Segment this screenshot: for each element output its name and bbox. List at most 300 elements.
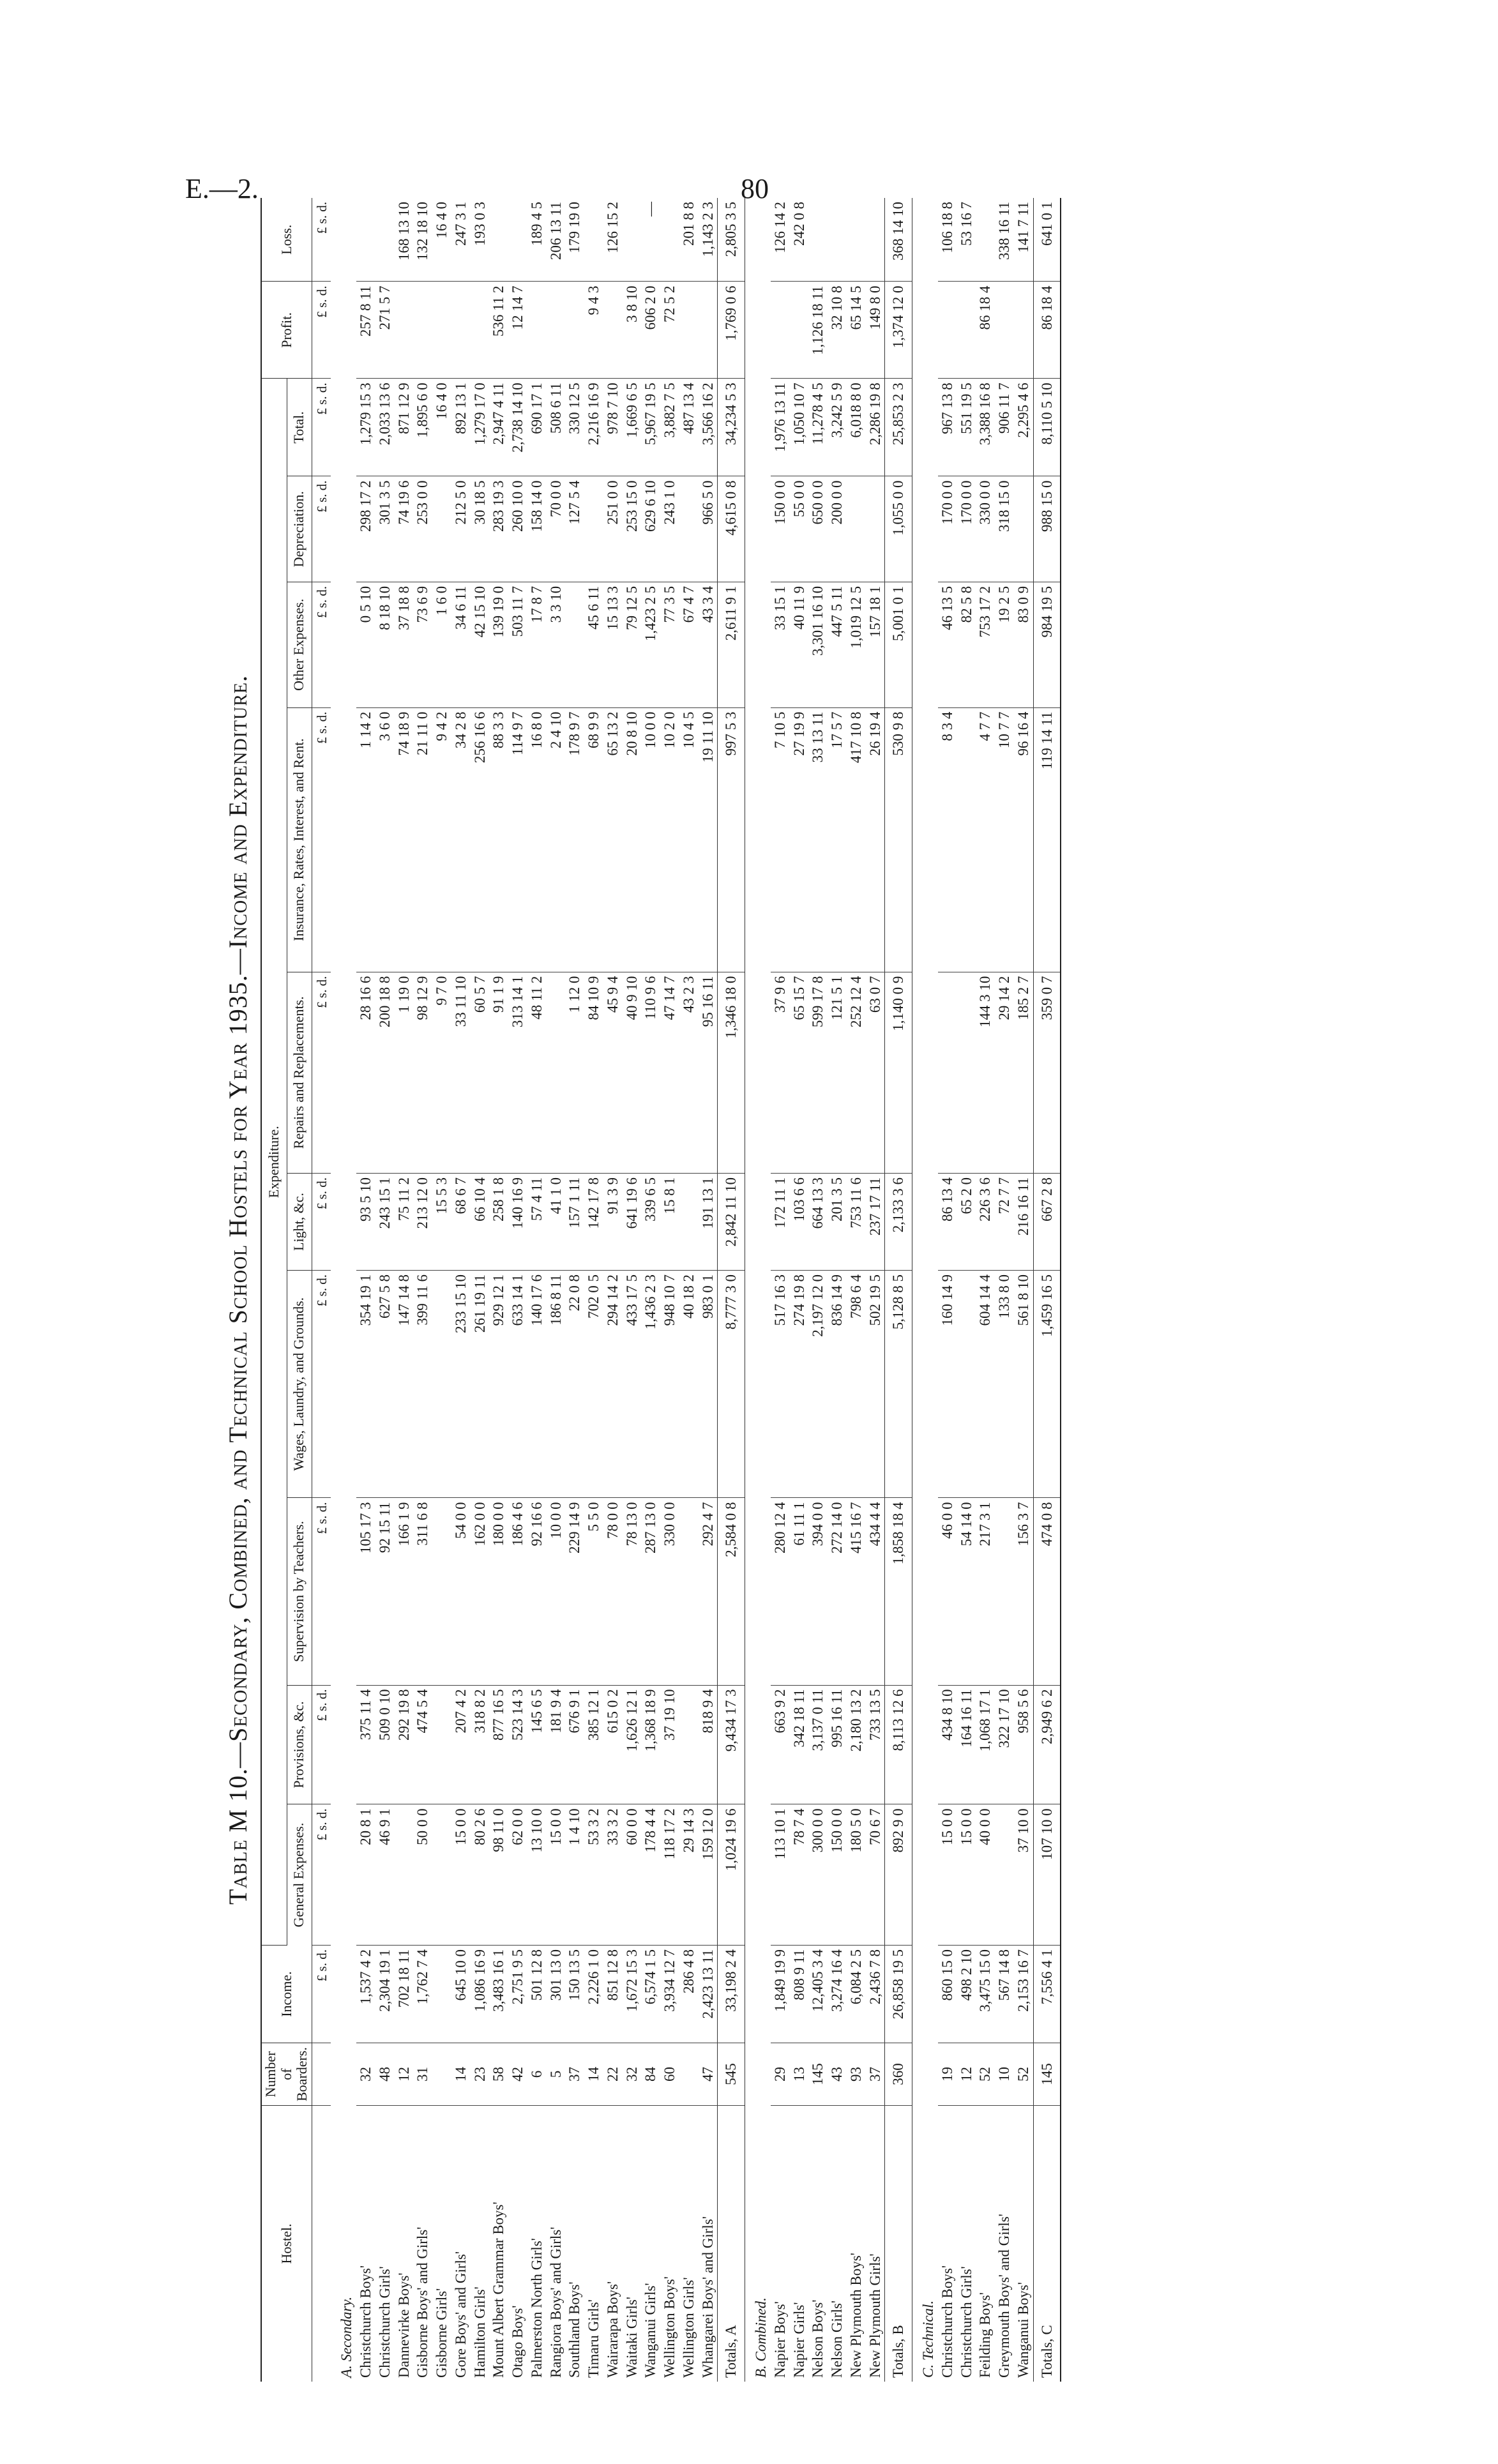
hostel-name: Wanganui Boys' bbox=[1015, 2282, 1031, 2378]
hostel-name: Mount Albert Grammar Boys' bbox=[490, 2202, 507, 2378]
amount-cell: 158 14 0 bbox=[527, 476, 547, 582]
amount-cell: 676 9 1 bbox=[565, 1685, 584, 1804]
table-row bbox=[938, 198, 957, 2382]
amount-cell bbox=[356, 198, 375, 282]
amount-cell: 871 12 9 bbox=[395, 379, 414, 476]
amount-cell: 84 10 9 bbox=[584, 972, 603, 1173]
amount-cell: 162 0 0 bbox=[471, 1498, 490, 1685]
amount-cell bbox=[432, 1498, 451, 1685]
amount-cell: 29 14 3 bbox=[679, 1804, 699, 1946]
table-row bbox=[679, 198, 699, 2382]
amount-cell: 536 11 2 bbox=[489, 282, 508, 379]
amount-cell: 28 16 6 bbox=[356, 972, 375, 1173]
amount-cell: 1,050 10 7 bbox=[790, 379, 809, 476]
hostel-name: Timaru Girls' bbox=[586, 2299, 602, 2378]
amount-cell: 615 0 2 bbox=[603, 1685, 623, 1804]
amount-cell: 517 16 3 bbox=[771, 1270, 790, 1497]
amount-cell: 10 0 0 bbox=[547, 1498, 566, 1685]
amount-cell: 27 19 9 bbox=[790, 707, 809, 972]
amount-cell: 2,436 7 8 bbox=[866, 1946, 885, 2043]
total-amount-cell: 107 10 0 bbox=[1033, 1804, 1061, 1946]
amount-cell: 7 10 5 bbox=[771, 707, 790, 972]
amount-cell bbox=[1014, 476, 1033, 582]
amount-cell: 180 0 0 bbox=[489, 1498, 508, 1685]
amount-cell: 253 15 0 bbox=[623, 476, 642, 582]
table-row bbox=[1014, 198, 1033, 2382]
amount-cell: 3,388 16 8 bbox=[976, 379, 995, 476]
amount-cell: 68 6 7 bbox=[451, 1173, 471, 1270]
boarders-count: 37 bbox=[866, 2043, 885, 2106]
amount-cell: 160 14 9 bbox=[938, 1270, 957, 1497]
amount-cell: 433 17 5 bbox=[623, 1270, 642, 1497]
amount-cell: 17 8 7 bbox=[527, 582, 547, 707]
amount-cell: 75 11 2 bbox=[395, 1173, 414, 1270]
amount-cell: 301 3 5 bbox=[375, 476, 395, 582]
amount-cell: 17 5 7 bbox=[828, 707, 847, 972]
col-general: General Expenses. bbox=[287, 1804, 312, 1946]
boarders-count: 29 bbox=[771, 2043, 790, 2106]
section-label: C. Technical. bbox=[920, 2300, 937, 2378]
amount-cell: 818 9 4 bbox=[699, 1685, 718, 1804]
amount-cell: 3 3 10 bbox=[547, 582, 566, 707]
amount-cell: 292 4 7 bbox=[699, 1498, 718, 1685]
amount-cell: 91 1 9 bbox=[489, 972, 508, 1173]
amount-cell: 126 14 2 bbox=[771, 198, 790, 282]
boarders-count: 14 bbox=[584, 2043, 603, 2106]
boarders-count: 58 bbox=[489, 2043, 508, 2106]
amount-cell: 322 17 10 bbox=[995, 1685, 1014, 1804]
table-row bbox=[957, 198, 976, 2382]
amount-cell bbox=[771, 282, 790, 379]
total-amount-cell: 2,584 0 8 bbox=[718, 1498, 745, 1685]
table-row bbox=[489, 198, 508, 2382]
amount-cell: 9 7 0 bbox=[432, 972, 451, 1173]
amount-cell: 29 14 2 bbox=[995, 972, 1014, 1173]
col-other: Other Expenses. bbox=[287, 582, 312, 707]
unit-cell: £ s. d. bbox=[312, 379, 331, 476]
amount-cell: 1 19 0 bbox=[395, 972, 414, 1173]
table-row bbox=[527, 198, 547, 2382]
total-amount-cell: 984 19 5 bbox=[1033, 582, 1061, 707]
boarders-total: 360 bbox=[885, 2043, 912, 2106]
total-amount-cell: 1,024 19 6 bbox=[718, 1804, 745, 1946]
col-boarders: Number of Boarders. bbox=[261, 2043, 312, 2106]
amount-cell: 292 19 8 bbox=[395, 1685, 414, 1804]
hostel-name: Hamilton Girls' bbox=[471, 2286, 488, 2378]
hostel-name: Napier Boys' bbox=[771, 2301, 788, 2378]
amount-cell: 287 13 0 bbox=[641, 1498, 660, 1685]
amount-cell: 206 13 11 bbox=[547, 198, 566, 282]
amount-cell: 251 0 0 bbox=[603, 476, 623, 582]
amount-cell: 127 5 4 bbox=[565, 476, 584, 582]
amount-cell: 34 2 8 bbox=[451, 707, 471, 972]
section-heading bbox=[331, 198, 356, 2382]
hostel-name: Napier Girls' bbox=[791, 2302, 807, 2378]
amount-cell: 16 4 0 bbox=[432, 198, 451, 282]
amount-cell: 1,279 17 0 bbox=[471, 379, 490, 476]
amount-cell: 1,537 4 2 bbox=[356, 1946, 375, 2043]
amount-cell bbox=[584, 476, 603, 582]
amount-cell: 150 13 5 bbox=[565, 1946, 584, 2043]
amount-cell: 74 19 6 bbox=[395, 476, 414, 582]
col-repairs: Repairs and Replacements. bbox=[287, 972, 312, 1173]
amount-cell: 2 4 10 bbox=[547, 707, 566, 972]
boarders-count: 42 bbox=[508, 2043, 527, 2106]
totals-label: Totals, B bbox=[885, 2106, 912, 2382]
amount-cell: 54 0 0 bbox=[451, 1498, 471, 1685]
table-row bbox=[771, 198, 790, 2382]
totals-label: Totals, C bbox=[1033, 2106, 1061, 2382]
hostel-name: Dannevirke Boys' bbox=[395, 2272, 412, 2378]
amount-cell: 172 11 1 bbox=[771, 1173, 790, 1270]
amount-cell: 523 14 3 bbox=[508, 1685, 527, 1804]
total-amount-cell: 1,374 12 0 bbox=[885, 282, 912, 379]
amount-cell bbox=[679, 282, 699, 379]
amount-cell: 144 3 10 bbox=[976, 972, 995, 1173]
hostel-name: Christchurch Boys' bbox=[358, 2265, 374, 2378]
total-amount-cell: 26,858 19 5 bbox=[885, 1946, 912, 2043]
amount-cell: 274 19 8 bbox=[790, 1270, 809, 1497]
amount-cell: 53 3 2 bbox=[584, 1804, 603, 1946]
amount-cell bbox=[679, 476, 699, 582]
totals-row bbox=[1033, 198, 1061, 2382]
amount-cell bbox=[623, 198, 642, 282]
amount-cell: 983 0 1 bbox=[699, 1270, 718, 1497]
amount-cell: 958 5 6 bbox=[1014, 1685, 1033, 1804]
amount-cell: 0 5 10 bbox=[356, 582, 375, 707]
amount-cell: 330 0 0 bbox=[976, 476, 995, 582]
amount-cell bbox=[584, 198, 603, 282]
amount-cell: 72 5 2 bbox=[660, 282, 679, 379]
col-wages: Wages, Laundry, and Grounds. bbox=[287, 1270, 312, 1497]
amount-cell: 4 7 7 bbox=[976, 707, 995, 972]
amount-cell: 233 15 10 bbox=[451, 1270, 471, 1497]
amount-cell: 8 18 10 bbox=[375, 582, 395, 707]
amount-cell: 141 7 11 bbox=[1014, 198, 1033, 282]
amount-cell: 2,216 16 9 bbox=[584, 379, 603, 476]
boarders-count: 48 bbox=[375, 2043, 395, 2106]
amount-cell: 330 12 5 bbox=[565, 379, 584, 476]
amount-cell: 948 10 7 bbox=[660, 1270, 679, 1497]
amount-cell: 86 13 4 bbox=[938, 1173, 957, 1270]
amount-cell bbox=[432, 282, 451, 379]
section-heading bbox=[745, 198, 771, 2382]
boarders-count: 12 bbox=[395, 2043, 414, 2106]
col-supervision: Supervision by Teachers. bbox=[287, 1498, 312, 1685]
unit-cell: £ s. d. bbox=[312, 1270, 331, 1497]
amount-cell: 178 4 4 bbox=[641, 1804, 660, 1946]
amount-cell: 157 18 1 bbox=[866, 582, 885, 707]
table-title: Table M 10.—Secondary, Combined, and Technical School Hostels for Year 1935.—Income and Expenditure. bbox=[223, 674, 252, 1905]
amount-cell: 121 5 1 bbox=[828, 972, 847, 1173]
amount-cell: 32 10 8 bbox=[828, 282, 847, 379]
amount-cell: 399 11 6 bbox=[413, 1270, 432, 1497]
amount-cell: 8 3 4 bbox=[938, 707, 957, 972]
amount-cell: 1,895 6 0 bbox=[413, 379, 432, 476]
total-amount-cell: 5,001 0 1 bbox=[885, 582, 912, 707]
amount-cell: 243 15 1 bbox=[375, 1173, 395, 1270]
amount-cell bbox=[489, 198, 508, 282]
total-amount-cell: 2,611 9 1 bbox=[718, 582, 745, 707]
amount-cell: 10 7 7 bbox=[995, 707, 1014, 972]
boarders-count: 52 bbox=[976, 2043, 995, 2106]
total-amount-cell: 2,133 3 6 bbox=[885, 1173, 912, 1270]
amount-cell: 606 2 0 bbox=[641, 282, 660, 379]
total-amount-cell: 368 14 10 bbox=[885, 198, 912, 282]
total-amount-cell: 8,110 5 10 bbox=[1033, 379, 1061, 476]
boarders-count: 6 bbox=[527, 2043, 547, 2106]
amount-cell: 66 10 4 bbox=[471, 1173, 490, 1270]
amount-cell: 74 18 9 bbox=[395, 707, 414, 972]
amount-cell: 50 0 0 bbox=[413, 1804, 432, 1946]
amount-cell: 2,033 13 6 bbox=[375, 379, 395, 476]
amount-cell bbox=[828, 198, 847, 282]
total-amount-cell: 892 9 0 bbox=[885, 1804, 912, 1946]
amount-cell: 178 9 7 bbox=[565, 707, 584, 972]
amount-cell: 280 12 4 bbox=[771, 1498, 790, 1685]
amount-cell: 159 12 0 bbox=[699, 1804, 718, 1946]
amount-cell: 200 0 0 bbox=[828, 476, 847, 582]
amount-cell: 3,882 7 5 bbox=[660, 379, 679, 476]
amount-cell: 1,669 6 5 bbox=[623, 379, 642, 476]
amount-cell bbox=[866, 198, 885, 282]
amount-cell: 46 13 5 bbox=[938, 582, 957, 707]
col-insurance: Insurance, Rates, Interest, and Rent. bbox=[287, 707, 312, 972]
amount-cell: 5,967 19 5 bbox=[641, 379, 660, 476]
amount-cell: 375 11 4 bbox=[356, 1685, 375, 1804]
amount-cell: 20 8 10 bbox=[623, 707, 642, 972]
amount-cell bbox=[957, 707, 976, 972]
amount-cell: 61 11 1 bbox=[790, 1498, 809, 1685]
amount-cell: 86 18 4 bbox=[976, 282, 995, 379]
amount-cell: 95 16 11 bbox=[699, 972, 718, 1173]
table-row bbox=[451, 198, 471, 2382]
amount-cell: 33 15 1 bbox=[771, 582, 790, 707]
total-amount-cell: 1,858 18 4 bbox=[885, 1498, 912, 1685]
table-row bbox=[995, 198, 1014, 2382]
amount-cell: 502 19 5 bbox=[866, 1270, 885, 1497]
amount-cell: 16 4 0 bbox=[432, 379, 451, 476]
amount-cell bbox=[699, 282, 718, 379]
amount-cell: 318 8 2 bbox=[471, 1685, 490, 1804]
amount-cell: 98 12 9 bbox=[413, 972, 432, 1173]
amount-cell: 147 14 8 bbox=[395, 1270, 414, 1497]
amount-cell: 30 18 5 bbox=[471, 476, 490, 582]
boarders-count: 145 bbox=[808, 2043, 828, 2106]
amount-cell: 1,126 18 11 bbox=[808, 282, 828, 379]
amount-cell: 92 15 11 bbox=[375, 1498, 395, 1685]
total-amount-cell: 1,140 0 9 bbox=[885, 972, 912, 1173]
hostel-name: New Plymouth Girls' bbox=[866, 2253, 883, 2378]
amount-cell: 63 0 7 bbox=[866, 972, 885, 1173]
amount-cell: 1,976 13 11 bbox=[771, 379, 790, 476]
col-provisions: Provisions, &c. bbox=[287, 1685, 312, 1804]
amount-cell: 1,423 2 5 bbox=[641, 582, 660, 707]
amount-cell: 47 14 7 bbox=[660, 972, 679, 1173]
amount-cell: 342 18 11 bbox=[790, 1685, 809, 1804]
amount-cell: 1,019 12 5 bbox=[847, 582, 866, 707]
boarders-total: 545 bbox=[718, 2043, 745, 2106]
hostel-name: New Plymouth Boys' bbox=[847, 2253, 864, 2378]
amount-cell: 3,934 12 7 bbox=[660, 1946, 679, 2043]
hostel-name: Nelson Boys' bbox=[810, 2299, 826, 2378]
amount-cell: 166 1 9 bbox=[395, 1498, 414, 1685]
amount-cell: 1 4 10 bbox=[565, 1804, 584, 1946]
amount-cell: 978 7 10 bbox=[603, 379, 623, 476]
amount-cell: 394 0 0 bbox=[808, 1498, 828, 1685]
amount-cell: 145 6 5 bbox=[527, 1685, 547, 1804]
amount-cell: 252 12 4 bbox=[847, 972, 866, 1173]
amount-cell: 72 7 7 bbox=[995, 1173, 1014, 1270]
amount-cell: 60 0 0 bbox=[623, 1804, 642, 1946]
section-label: B. Combined. bbox=[753, 2297, 769, 2378]
amount-cell: 113 10 1 bbox=[771, 1804, 790, 1946]
amount-cell: 114 9 7 bbox=[508, 707, 527, 972]
amount-cell: 98 11 0 bbox=[489, 1804, 508, 1946]
amount-cell: 243 1 0 bbox=[660, 476, 679, 582]
amount-cell: 212 5 0 bbox=[451, 476, 471, 582]
amount-cell: 3 6 0 bbox=[375, 707, 395, 972]
boarders-count: 10 bbox=[995, 2043, 1014, 2106]
unit-cell: £ s. d. bbox=[312, 1498, 331, 1685]
amount-cell: 3,274 16 4 bbox=[828, 1946, 847, 2043]
amount-cell: 65 13 2 bbox=[603, 707, 623, 972]
amount-cell: 417 10 8 bbox=[847, 707, 866, 972]
boarders-count: 84 bbox=[641, 2043, 660, 2106]
amount-cell bbox=[1014, 282, 1033, 379]
amount-cell: 2,226 1 0 bbox=[584, 1946, 603, 2043]
amount-cell: 185 2 7 bbox=[1014, 972, 1033, 1173]
amount-cell: 3,566 16 2 bbox=[699, 379, 718, 476]
total-amount-cell: 25,853 2 3 bbox=[885, 379, 912, 476]
amount-cell: 216 16 11 bbox=[1014, 1173, 1033, 1270]
totals-label: Totals, A bbox=[718, 2106, 745, 2382]
table-row bbox=[356, 198, 375, 2382]
units-row bbox=[312, 198, 331, 2382]
amount-cell: 70 6 7 bbox=[866, 1804, 885, 1946]
amount-cell: 301 13 0 bbox=[547, 1946, 566, 2043]
unit-cell: £ s. d. bbox=[312, 476, 331, 582]
hostel-name: Wairarapa Boys' bbox=[604, 2281, 621, 2378]
table-row bbox=[508, 198, 527, 2382]
amount-cell: 3,137 0 11 bbox=[808, 1685, 828, 1804]
amount-cell: 354 19 1 bbox=[356, 1270, 375, 1497]
amount-cell: 487 13 4 bbox=[679, 379, 699, 476]
amount-cell: 103 6 6 bbox=[790, 1173, 809, 1270]
amount-cell: 77 3 5 bbox=[660, 582, 679, 707]
amount-cell: 567 14 8 bbox=[995, 1946, 1014, 2043]
amount-cell bbox=[603, 282, 623, 379]
amount-cell: 78 0 0 bbox=[603, 1498, 623, 1685]
amount-cell: 170 0 0 bbox=[957, 476, 976, 582]
amount-cell: 753 11 6 bbox=[847, 1173, 866, 1270]
amount-cell: 318 15 0 bbox=[995, 476, 1014, 582]
amount-cell: 3,301 16 10 bbox=[808, 582, 828, 707]
amount-cell bbox=[790, 282, 809, 379]
amount-cell: 168 13 10 bbox=[395, 198, 414, 282]
amount-cell bbox=[847, 476, 866, 582]
amount-cell: 186 8 11 bbox=[547, 1270, 566, 1497]
table-row bbox=[660, 198, 679, 2382]
amount-cell: 629 6 10 bbox=[641, 476, 660, 582]
amount-cell: 966 5 0 bbox=[699, 476, 718, 582]
amount-cell: 3 8 10 bbox=[623, 282, 642, 379]
table-row bbox=[790, 198, 809, 2382]
total-amount-cell: 5,128 8 5 bbox=[885, 1270, 912, 1497]
amount-cell: 1 6 0 bbox=[432, 582, 451, 707]
boarders-count: 23 bbox=[471, 2043, 490, 2106]
amount-cell bbox=[679, 1498, 699, 1685]
hostel-name: Gore Boys' and Girls' bbox=[452, 2251, 469, 2378]
amount-cell: 70 0 0 bbox=[547, 476, 566, 582]
amount-cell: 207 4 2 bbox=[451, 1685, 471, 1804]
amount-cell: 508 6 11 bbox=[547, 379, 566, 476]
amount-cell: 1,436 2 3 bbox=[641, 1270, 660, 1497]
amount-cell: 645 10 0 bbox=[451, 1946, 471, 2043]
amount-cell: 15 5 3 bbox=[432, 1173, 451, 1270]
boarders-count: 22 bbox=[603, 2043, 623, 2106]
boarders-count: 93 bbox=[847, 2043, 866, 2106]
amount-cell: 2,947 4 11 bbox=[489, 379, 508, 476]
amount-cell: 808 9 11 bbox=[790, 1946, 809, 2043]
amount-cell: 46 9 1 bbox=[375, 1804, 395, 1946]
amount-cell: 967 13 8 bbox=[938, 379, 957, 476]
amount-cell: 201 8 8 bbox=[679, 198, 699, 282]
amount-cell: 91 3 9 bbox=[603, 1173, 623, 1270]
amount-cell: 105 17 3 bbox=[356, 1498, 375, 1685]
hostel-name: Rangiora Boys' and Girls' bbox=[547, 2226, 564, 2378]
amount-cell: 133 8 0 bbox=[995, 1270, 1014, 1497]
amount-cell: 5 5 0 bbox=[584, 1498, 603, 1685]
amount-cell bbox=[547, 972, 566, 1173]
amount-cell bbox=[866, 476, 885, 582]
amount-cell: 110 9 6 bbox=[641, 972, 660, 1173]
amount-cell: 3,483 16 1 bbox=[489, 1946, 508, 2043]
total-amount-cell: 359 0 7 bbox=[1033, 972, 1061, 1173]
table-row bbox=[847, 198, 866, 2382]
amount-cell: 851 12 8 bbox=[603, 1946, 623, 2043]
hostel-name: Feilding Boys' bbox=[977, 2292, 994, 2378]
amount-cell: 16 8 0 bbox=[527, 707, 547, 972]
amount-cell: 15 13 3 bbox=[603, 582, 623, 707]
amount-cell: 19 11 10 bbox=[699, 707, 718, 972]
amount-cell: 37 19 10 bbox=[660, 1685, 679, 1804]
amount-cell bbox=[471, 282, 490, 379]
total-amount-cell: 34,234 5 3 bbox=[718, 379, 745, 476]
amount-cell: 33 13 11 bbox=[808, 707, 828, 972]
amount-cell: 88 3 3 bbox=[489, 707, 508, 972]
amount-cell: 892 13 1 bbox=[451, 379, 471, 476]
income-expenditure-table bbox=[261, 198, 1061, 2382]
amount-cell: 257 8 11 bbox=[356, 282, 375, 379]
amount-cell: 6,018 8 0 bbox=[847, 379, 866, 476]
amount-cell: 604 14 4 bbox=[976, 1270, 995, 1497]
total-amount-cell: 86 18 4 bbox=[1033, 282, 1061, 379]
amount-cell: 150 0 0 bbox=[828, 1804, 847, 1946]
amount-cell: 2,738 14 10 bbox=[508, 379, 527, 476]
amount-cell: 474 5 4 bbox=[413, 1685, 432, 1804]
unit-cell: £ s. d. bbox=[312, 1804, 331, 1946]
amount-cell: 447 5 11 bbox=[828, 582, 847, 707]
amount-cell: 664 13 3 bbox=[808, 1173, 828, 1270]
total-amount-cell: 530 9 8 bbox=[885, 707, 912, 972]
amount-cell: 37 9 6 bbox=[771, 972, 790, 1173]
amount-cell: 2,423 13 11 bbox=[699, 1946, 718, 2043]
amount-cell: 22 0 8 bbox=[565, 1270, 584, 1497]
amount-cell: 272 14 0 bbox=[828, 1498, 847, 1685]
col-hostel: Hostel. bbox=[261, 2106, 312, 2382]
amount-cell: 40 9 10 bbox=[623, 972, 642, 1173]
